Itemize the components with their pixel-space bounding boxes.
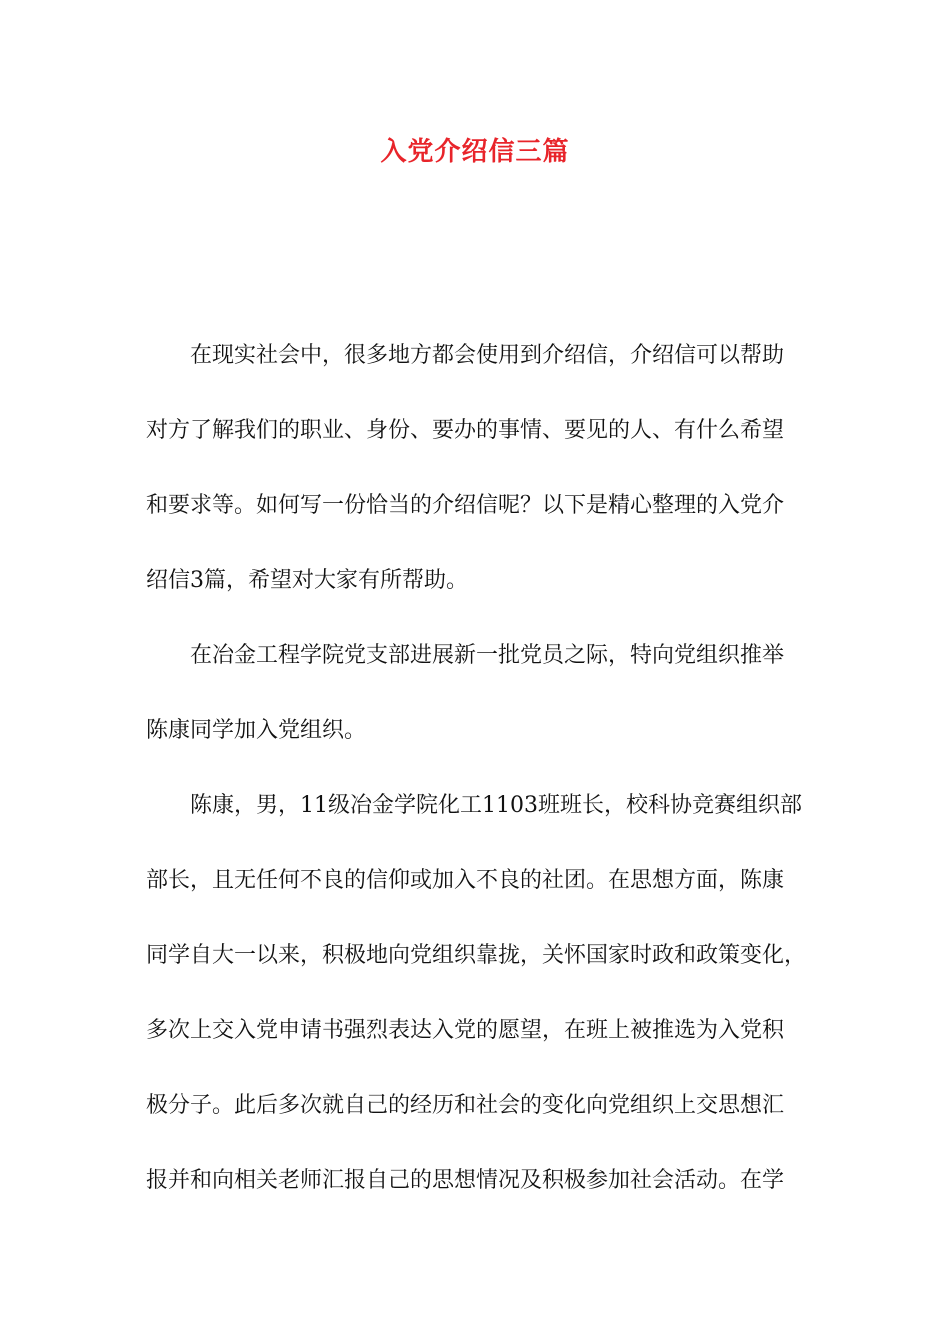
paragraph-recommendation: 在冶金工程学院党支部进展新一批党员之际，特向党组织推举 陈康同学加入党组织。 [146,643,785,743]
paragraph-intro: 在现实社会中，很多地方都会使用到介绍信，介绍信可以帮助 对方了解我们的职业、身份、要办的事情、要见的人、有什么希望 和要求等。如何写一份恰当的介绍信呢？以下是精心整理的入党介 绍信3篇，希望对大家有所帮助。 [146,343,785,593]
paragraph-candidate-profile: 陈康，男，11级冶金学院化工1103班班长，校科协竞赛组织部 部长，且无任何不良的信仰或加入不良的社团。在思想方面，陈康 同学自大一以来，积极地向党组织靠拢，关怀国家时政和政策变化， 多次上交入党申请书强烈表达入党的愿望，在班上被推选为入党积 极分子。此后多次就自己的经历和社会的变化向党组织上交思想汇 报并和向相关老师汇报自己的思想情况及积极参加社会活动。在学 [146,793,807,1193]
document-title: 入党介绍信三篇 [380,137,570,167]
document-body [146,318,816,1218]
